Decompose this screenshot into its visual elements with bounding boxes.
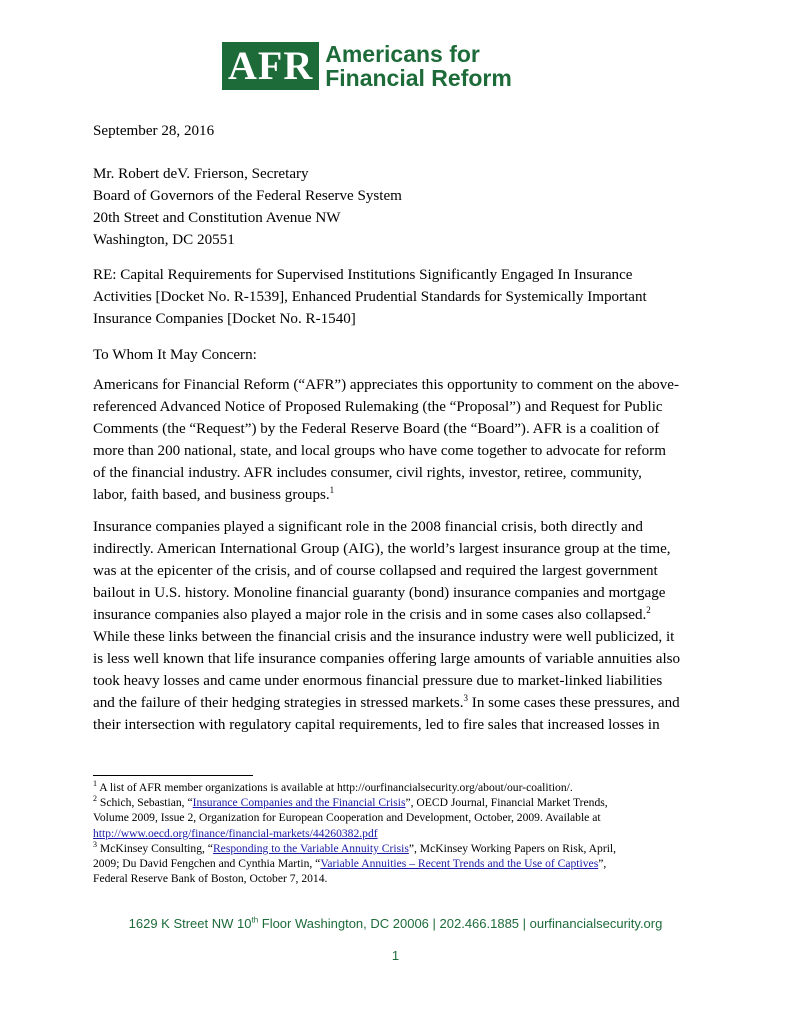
footnote-3-link-1[interactable]: Responding to the Variable Annuity Crisis [212,841,409,855]
paragraph-1: Americans for Financial Reform (“AFR”) appreciates this opportunity to comment on the above- referenced Advanced Notice of Proposed Rulemaking (the “Proposal”) and Request for Public Comments (the “Request”) by the Federal Reserve Board (the “Board”). AFR is a coalition of more than 200 national, state, and local groups who have come together to advocate for reform of the financial industry. AFR includes consumer, civil rights, investor, retiree, community, labor, faith based, and business groups.$^1$ [93,377,679,503]
logo-line-1: Americans for [325,41,480,67]
footnote-ref-2: 2 [646,604,651,615]
footnote-3: $^3$ McKinsey Consulting, “Responding to the Variable Annuity Crisis”, McKinsey Working Papers on Risk, April, [93,839,617,855]
paragraph-2: Insurance companies played a significant role in the 2008 financial crisis, both directly and indirectly. American International Group (AIG), the world’s largest insurance group at the time, was at the epicenter of the crisis, and of course collapsed and required the largest government bailout in U.S. history. Monoline financial guaranty (bond) insurance companies and mortgage insurance companies also played a major role in the crisis and in some cases also collapsed.$^2$ While these links between the financial crisis and the insurance industry were well publicized, it is less well known that life insurance companies offering large amounts of variable annuities also took heavy losses and came under enormous financial pressure due to market-linked liabilities and the failure of their hedging strategies in stressed markets.$^3$ In some cases these pressures, and their intersection with regulatory capital requirements, led to fire sales that increased losses in [93,519,681,733]
re-line: RE: Capital Requirements for Supervised Institutions Significantly Engaged In Insurance Activities [Docket No. R-1539], Enhanced Prudential Standards for Systemically Important Insurance Companies [Docket No. R-1540] [93,267,647,327]
footnote-2-url-link[interactable]: http://www.oecd.org/finance/financial-markets/44260382.pdf [93,826,378,840]
footnote-ref-1: 1 [329,484,335,495]
page-footer: 1629 K Street NW 10th Floor Washington, DC 20006 | 202.466.1885 | ourfinancialsecurity.org [128,915,663,931]
logo-line-2: Financial Reform [325,65,512,91]
footnote-2: $^2$ Schich, Sebastian, “Insurance Companies and the Financial Crisis”, OECD Journal, Financial Market Trends, [93,794,608,810]
logo-abbr: AFR [222,42,319,90]
logo-wordmark [325,42,512,90]
address-line: Washington, DC 20551 [93,232,235,248]
footnote-1: $^1$ A list of AFR member organizations is available at http://ourfinancialsecurity.org/about/our-coalition/. [93,779,573,794]
footnotes: $^1$ A list of AFR member organizations is available at http://ourfinancialsecurity.org/about/our-coalition/. $^2$ Schich, Sebastian, “Insurance Companies and the Financial Crisis”, OECD Journal, Financial Market Trends, Volume 2009, Issue 2, Organization for European Cooperation and Development, October, 2009. Available at http://www.oecd.org/finance/financial-markets/44260382.pdf $^3$ McKinsey Consulting, “Responding to the Variable Annuity Crisis”, McKinsey Working Papers on Risk, April, 2009; Du David Fengchen and Cynthia Martin, “Variable Annuities – Recent Trends and the Use of Captives”, Federal Reserve Bank of Boston, October 7, 2014. [93,780,703,886]
salutation: To Whom It May Concern: [93,347,257,363]
address-line: 20th Street and Constitution Avenue NW [93,210,341,226]
letter-date: September 28, 2016 [93,123,215,139]
footnote-divider [93,775,253,776]
footnote-2-link[interactable]: Insurance Companies and the Financial Crisis [192,796,406,810]
afr-logo [222,42,512,90]
address-line: Board of Governors of the Federal Reserve System [93,188,402,204]
footnote-ref-3: 3 [463,692,469,703]
page-number: 1 [391,948,400,963]
recipient-address [93,163,701,251]
address-line: Mr. Robert deV. Frierson, Secretary [93,166,309,182]
footnote-3-link-2[interactable]: Variable Annuities – Recent Trends and the Use of Captives [320,857,599,871]
